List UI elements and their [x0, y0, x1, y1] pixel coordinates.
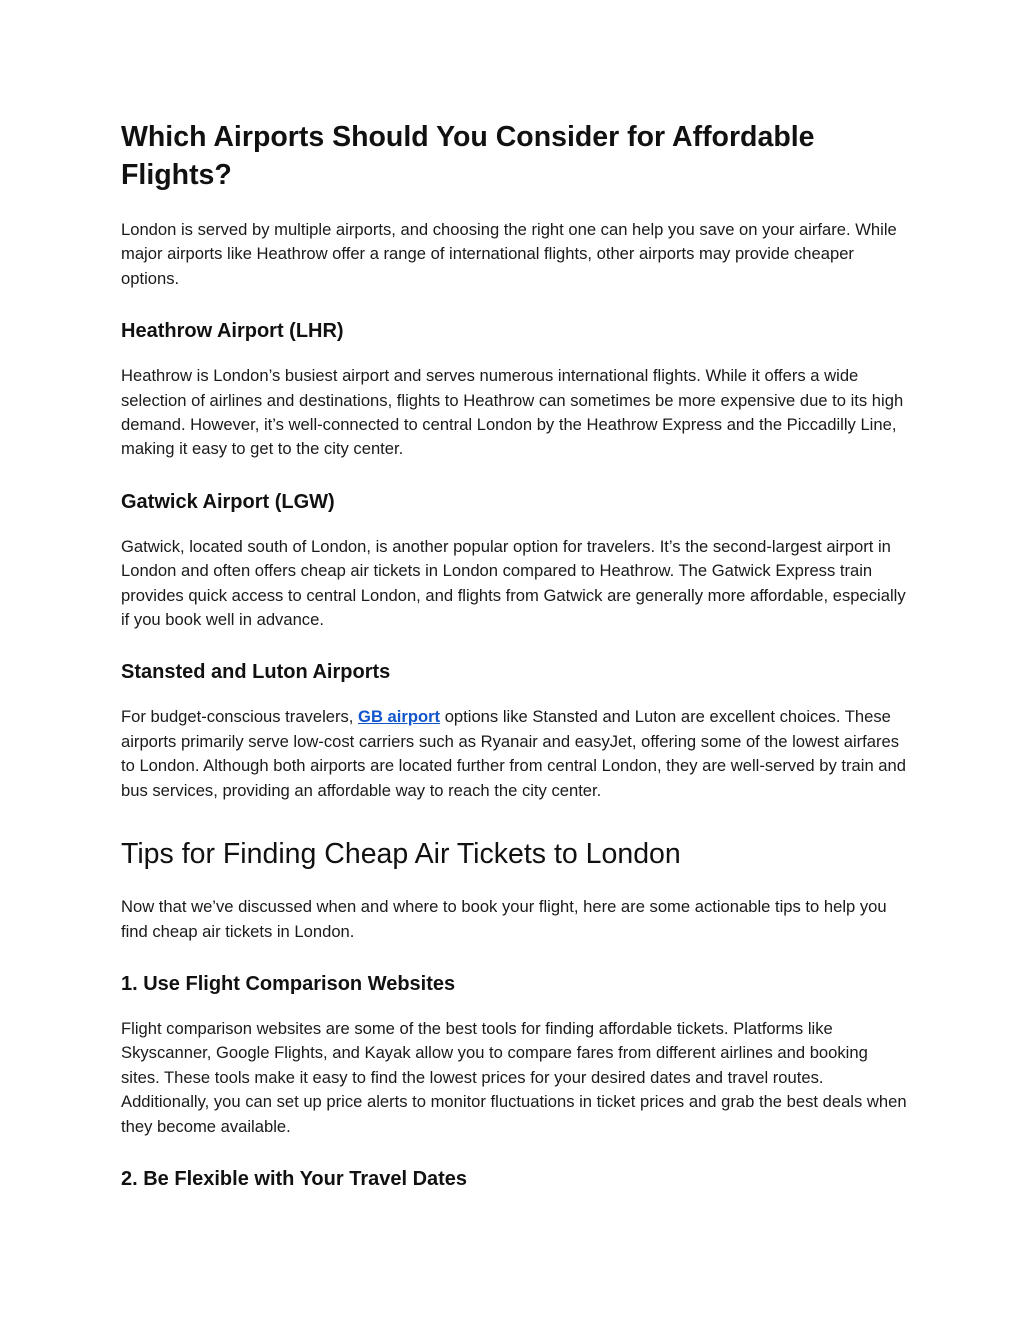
section-intro-airports: London is served by multiple airports, and choosing the right one can help you save on your airfare. While major airports like Heathrow offer a range of international flights, other airports may provide cheaper options. — [121, 220, 897, 288]
heading-gatwick: Gatwick Airport (LGW) — [121, 490, 335, 513]
document-page — [121, 118, 911, 1192]
heading-tip-2: 2. Be Flexible with Your Travel Dates — [121, 1167, 468, 1190]
paragraph-gatwick: Gatwick, located south of London, is another popular option for travelers. It’s the second-largest airport in London and often offers cheap air tickets in London compared to Heathrow. The Gatwick Express train provides quick access to central London, and flights from Gatwick are generally more affordable, especially if you book well in advance. — [121, 536, 906, 630]
gb-airport-link[interactable]: GB airport — [358, 707, 441, 727]
section-title-airports: Which Airports Should You Consider for Affordable Flights? — [121, 121, 815, 191]
heading-heathrow: Heathrow Airport (LHR) — [121, 320, 344, 343]
heading-tip-1: 1. Use Flight Comparison Websites — [121, 972, 456, 995]
paragraph-stansted-luton — [121, 705, 911, 803]
paragraph-heathrow: Heathrow is London’s busiest airport and serves numerous international flights. While it offers a wide selection of airlines and destinations, flights to Heathrow can sometimes be more expensive due to its high demand. However, it’s well-connected to central London by the Heathrow Express and the Piccadilly Line, making it easy to get to the city center. — [121, 366, 904, 459]
paragraph-text-before-link: For budget-conscious travelers, — [121, 707, 359, 727]
heading-stansted-luton: Stansted and Luton Airports — [121, 661, 391, 684]
paragraph-tip-1: Flight comparison websites are some of the best tools for finding affordable tickets. Platforms like Skyscanner, Google Flights, and Kayak allow you to compare fares from different airlines and booking sites. These tools make it easy to find the lowest prices for your desired dates and travel routes. Additionally, you can set up price alerts to monitor fluctuations in ticket prices and grab the best deals when they become available. — [121, 1018, 907, 1136]
section-title-tips: Tips for Finding Cheap Air Tickets to London — [121, 838, 681, 871]
section-intro-tips: Now that we’ve discussed when and where to book your flight, here are some actionable tips to help you find cheap air tickets in London. — [121, 897, 887, 941]
paragraph-text-after-link: options like Stansted and Luton are excellent choices. These airports primarily serve low-cost carriers such as Ryanair and easyJet, offering some of the lowest airfares to London. Although both airports are located further from central London, they are well-served by train and bus services, providing an affordable way to reach the city center. — [121, 707, 906, 800]
